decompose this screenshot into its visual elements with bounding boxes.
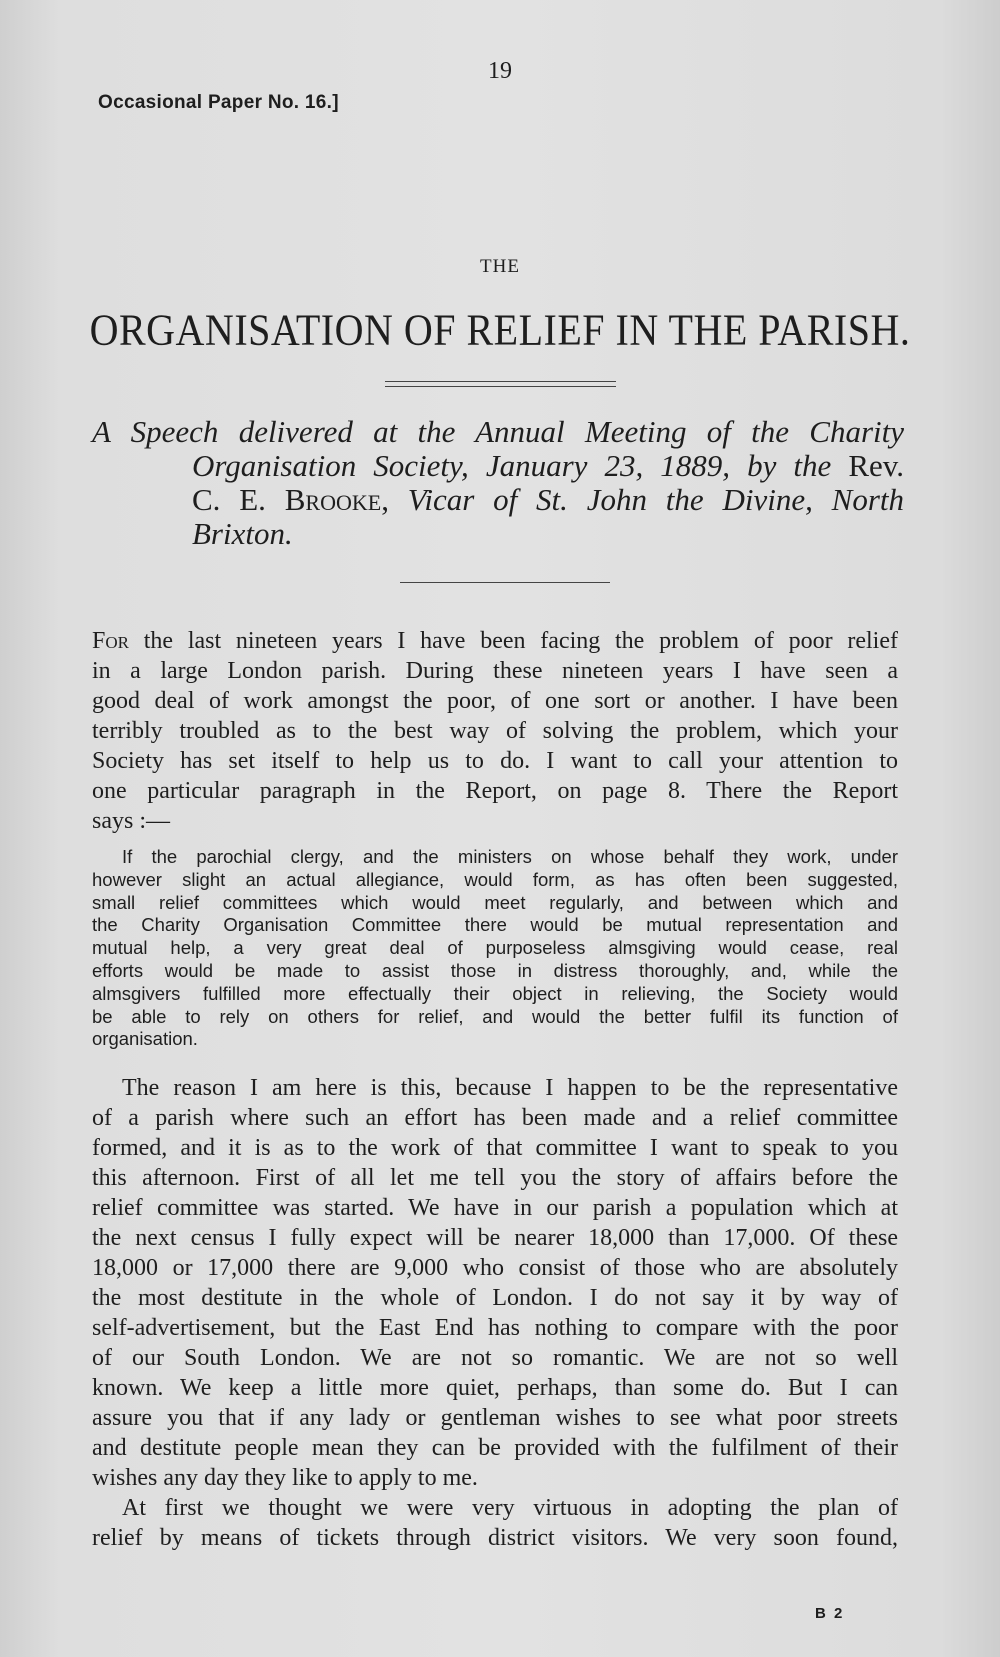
paragraph-2	[92, 1073, 898, 1493]
text-line: The reason I am here is this, because I happen to be the representative	[122, 1075, 898, 1101]
text-line: one particular paragraph in the Report, on page 8. There the Report	[92, 778, 898, 804]
quote-line: efforts would be made to assist those in distress thoroughly, and, while the	[92, 959, 898, 981]
signature-mark: B 2	[815, 1605, 845, 1622]
text-line: and destitute people mean they can be provided with the fulfilment of their	[92, 1435, 898, 1461]
quote-line: almsgivers fulfilled more effectually their object in relieving, the Society would	[92, 982, 898, 1004]
paragraph-3	[92, 1493, 898, 1553]
text-line: assure you that if any lady or gentleman wishes to see what poor streets	[92, 1405, 898, 1431]
quote-line: be able to rely on others for relief, and would the better fulfil its function of	[92, 1005, 898, 1027]
text-line: known. We keep a little more quiet, perhaps, than some do. But I can	[92, 1375, 898, 1401]
text-line: self-advertisement, but the East End has nothing to compare with the poor	[92, 1315, 898, 1341]
quote-line: small relief committees which would meet regularly, and between which and	[92, 891, 898, 913]
quote-line: the Charity Organisation Committee there would be mutual representation and	[92, 914, 898, 936]
text-line: relief by means of tickets through district visitors. We very soon found,	[92, 1525, 898, 1551]
paragraph-1	[92, 626, 898, 836]
text-line: 18,000 or 17,000 there are 9,000 who consist of those who are absolutely	[92, 1255, 898, 1281]
subtitle-line: C. E. Brooke, Vicar of St. John the Divine, North	[192, 482, 904, 517]
text-line: says :—	[92, 808, 170, 834]
text-line: the next census I fully expect will be nearer 18,000 than 17,000. Of these	[92, 1225, 898, 1251]
series-label: Occasional Paper No. 16.]	[98, 92, 339, 113]
text-line: formed, and it is as to the work of that committee I want to speak to you	[92, 1135, 898, 1161]
subtitle-line: A Speech delivered at the Annual Meeting of the Charity	[92, 414, 904, 449]
text-line: in a large London parish. During these nineteen years I have seen a	[92, 658, 898, 684]
lead-word: For	[92, 628, 129, 654]
text-fragment: the last nineteen years I have been facing the problem of poor relief	[128, 628, 898, 654]
text-line: of our South London. We are not so romantic. We are not so well	[92, 1345, 898, 1371]
text-line: At first we thought we were very virtuous in adopting the plan of	[122, 1495, 898, 1521]
pre-title: THE	[480, 256, 520, 277]
subtitle	[92, 415, 904, 551]
text-line: this afternoon. First of all let me tell you the story of affairs before the	[92, 1165, 898, 1191]
subtitle-line: Brixton.	[192, 516, 293, 551]
subtitle-line: Organisation Society, January 23, 1889, by the Rev.	[192, 448, 904, 483]
text-line: relief committee was started. We have in our parish a population which at	[92, 1195, 898, 1221]
report-quote	[92, 846, 898, 1051]
quote-line: If the parochial clergy, and the ministers on whose behalf they work, under	[122, 846, 898, 867]
text-line	[92, 626, 898, 656]
page-title: ORGANISATION OF RELIEF IN THE PARISH.	[89, 304, 911, 355]
double-rule-divider	[385, 381, 616, 387]
rule-divider	[400, 582, 610, 583]
text-line: good deal of work amongst the poor, of one sort or another. I have been	[92, 688, 898, 714]
quote-line: organisation.	[92, 1028, 198, 1050]
text-line: Society has set itself to help us to do. I want to call your attention to	[92, 748, 898, 774]
quote-line: mutual help, a very great deal of purposeless almsgiving would cease, real	[92, 937, 898, 959]
page-number: 19	[488, 58, 512, 84]
quote-line: however slight an actual allegiance, would form, as has often been suggested,	[92, 868, 898, 890]
text-line: the most destitute in the whole of London. I do not say it by way of	[92, 1285, 898, 1311]
text-line: wishes any day they like to apply to me.	[92, 1465, 478, 1491]
text-line: of a parish where such an effort has been made and a relief committee	[92, 1105, 898, 1131]
text-line: terribly troubled as to the best way of solving the problem, which your	[92, 718, 898, 744]
